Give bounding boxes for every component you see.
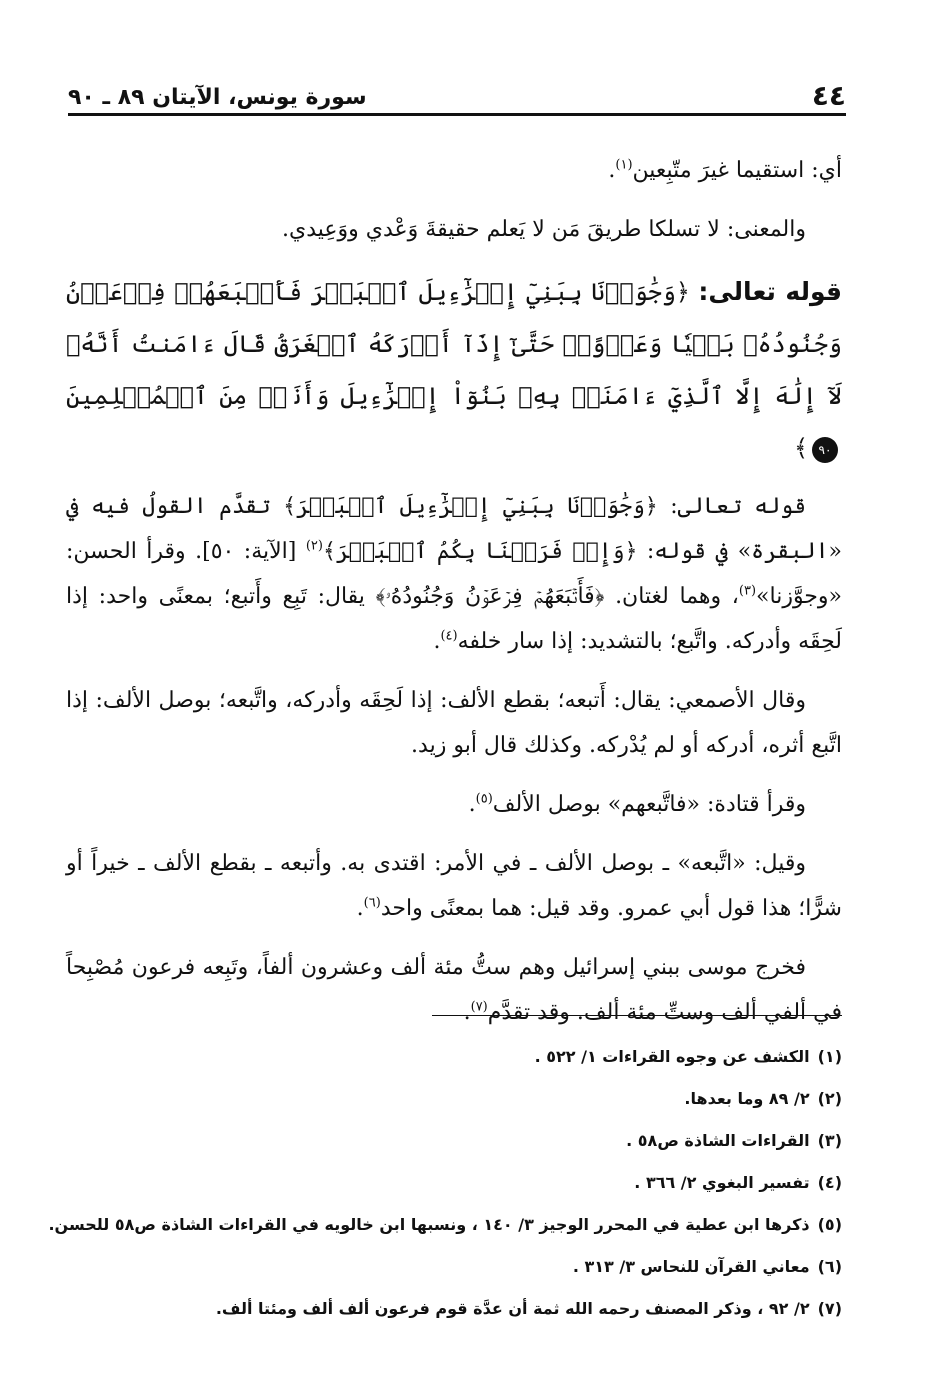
footnote-4: (٤)تفسير البغوي ٢/ ٣٦٦ . [634,1173,842,1192]
footnote-ref-1: (١) [615,157,633,173]
footnote-ref-2: (٢) [305,538,323,554]
footnote-ref-4: (٤) [440,628,458,644]
footnote-ref-6: (٦) [363,895,381,911]
footnote-5: (٥)ذكرها ابن عطية في المحرر الوجيز ٣/ ١٤٠ ، ونسبها ابن خالويه في القراءات الشاذة ص٥٨ للحسن. [48,1215,842,1234]
footnote-2: (٢)٢/ ٨٩ وما بعدها. [684,1089,842,1108]
page-header [68,70,846,114]
footnote-1: (١)الكشف عن وجوه القراءات ١/ ٥٢٢ . [534,1047,842,1066]
ayah-number-marker: ٩٠ [812,437,838,463]
paragraph-6: وقيل: «اتَّبعه» ـ بوصل الألف ـ في الأمر: اقتدى به. وأتبعه ـ بقطع الألف ـ خيراً أو شرًّا؛ هذا قول أبي عمرو. وقد قيل: هما بمعنًى واحد$^{(٦)}$. [66,851,842,921]
verse-block: قوله تعالى: ﴿وَجَٰوَزۡنَا بِبَنِيٓ إِسۡرَٰٓءِيلَ ٱلۡبَحۡرَ فَأَتۡبَعَهُمۡ فِرۡعَوۡنُ وَجُنُودُهُۥ بَغۡيٗا وَعَدۡوًاۖ حَتَّىٰٓ إِذَآ أَدۡرَكَهُ ٱلۡغَرَقُ قَالَ ءَامَنتُ أَنَّهُۥ لَآ إِلَٰهَ إِلَّا ٱلَّذِيٓ ءَامَنَتۡ بِهِۦ بَنُوٓاْ إِسۡرَٰٓءِيلَ وَأَنَا۠ مِنَ ٱلۡمُسۡلِمِينَ ٩٠﴾ [66,277,842,462]
footnotes [48,1036,842,1330]
verse-text: ﴿وَجَٰوَزۡنَا بِبَنِيٓ إِسۡرَٰٓءِيلَ ٱلۡبَحۡرَ فَأَتۡبَعَهُمۡ فِرۡعَوۡنُ وَجُنُودُهُۥ بَغۡيٗا وَعَدۡوًاۖ حَتَّىٰٓ إِذَآ أَدۡرَكَهُ ٱلۡغَرَقُ قَالَ ءَامَنتُ أَنَّهُۥ لَآ إِلَٰهَ إِلَّا ٱلَّذِيٓ ءَامَنَتۡ بِهِۦ بَنُوٓاْ إِسۡرَٰٓءِيلَ وَأَنَا۠ مِنَ ٱلۡمُسۡلِمِينَ [66,278,842,410]
page-number: ٤٤ [811,79,846,112]
footnote-7: (٧)٢/ ٩٢ ، وذكر المصنف رحمه الله ثمة أن عدَّة قوم فرعون ألف ألف ومئتا ألف. [215,1299,842,1318]
paragraph-3: قوله تعالى: ﴿وَجَٰوَزۡنَا بِبَنِيٓ إِسۡرَٰٓءِيلَ ٱلۡبَحۡرَ﴾ تقدَّم القولُ فيه في «البقرة» في قوله: ﴿وَإِذۡ فَرَقۡنَا بِكُمُ ٱلۡبَحۡرَ﴾$^{(٢)}$ [الآية: ٥٠]. وقرأ الحسن: «وجوَّزنا»$^{(٣)}$، وهما لغتان. ﴿فَأَتۡبَعَهُمۡ فِرۡعَوۡنُ وَجُنُودُهُۥ﴾ يقال: تَبِع وأَتبع؛ بمعنًى واحد: إذا لَحِقَه وأدركه. واتَّبع؛ بالتشديد: إذا سار خلفه$^{(٤)}$. [66,494,842,654]
paragraph-5: وقرأ قتادة: «فاتَّبعهم» بوصل الألف$^{(٥)}$. [468,791,806,817]
paragraph-4: وقال الأصمعي: يقال: أَتبعه؛ بقطع الألف: إذا لَحِقَه وأدركه، واتَّبعه؛ بوصل الألف: إذا اتَّبع أثره، أدركه أو لم يُدْركه. وكذلك قال أبو زيد. [66,688,842,758]
footnote-separator [432,1015,842,1016]
verse-intro: قوله تعالى: [698,277,842,306]
paragraph-7: فخرج موسى ببني إسرائيل وهم ستُّ مئة ألف وعشرون ألفاً، وتَبِعه فرعون مُصْبِحاً في ألفي ألف وستِّ مئة ألف. وقد تقدَّم$^{(٧)}$. [66,955,842,1025]
header-rule [68,113,846,116]
footnote-3: (٣)القراءات الشاذة ص٥٨ . [626,1131,842,1150]
main-text [66,148,842,1049]
footnote-ref-3: (٣) [738,583,757,599]
paragraph-2: والمعنى: لا تسلكا طريقَ مَن لا يَعلم حقيقةَ وَعْدي ووَعِيدي. [282,217,806,242]
footnote-ref-5: (٥) [475,791,493,807]
footnote-ref-7: (٧) [470,999,488,1015]
footnote-6: (٦)معاني القرآن للنحاس ٣/ ٣١٣ . [572,1257,842,1276]
paragraph-1: أي: استقيما غيرَ متّبِعين$^{(١)}$. [608,157,842,183]
running-title: سورة يونس، الآيتان ٨٩ ـ ٩٠ [68,85,367,110]
